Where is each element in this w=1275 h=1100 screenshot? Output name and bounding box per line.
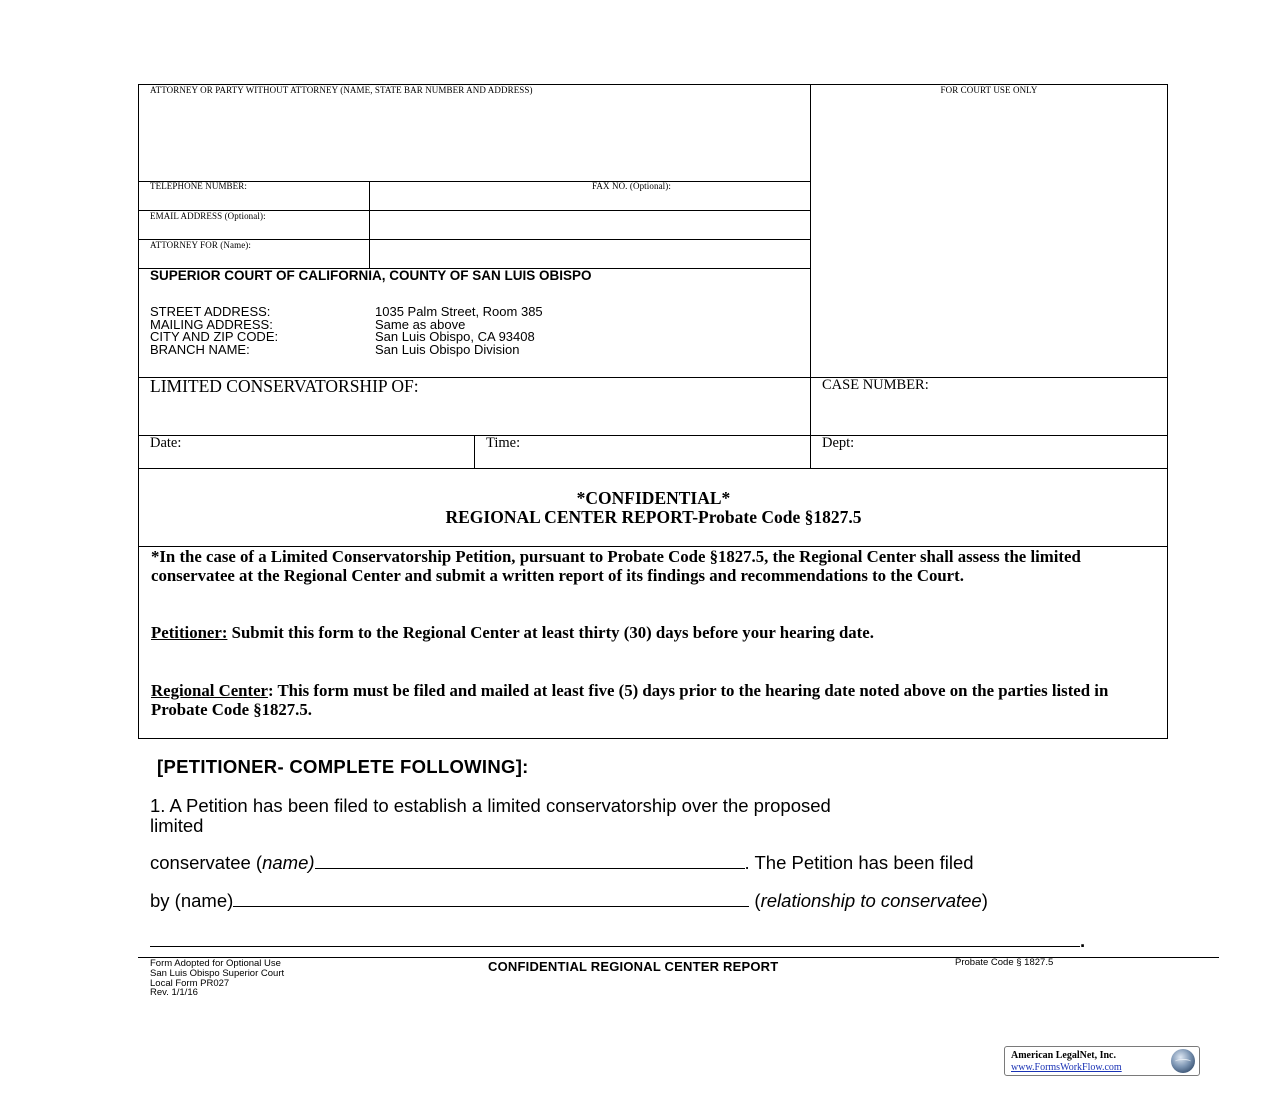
regional-center-paragraph (151, 681, 1156, 720)
relationship-close: ) (981, 890, 988, 911)
relationship-hint: relationship to conservatee (760, 890, 982, 911)
conservatee-name-field[interactable] (315, 852, 745, 869)
end-mark: . (1080, 930, 1086, 951)
fax-label: FAX NO. (Optional): (592, 181, 671, 191)
footer-title: CONFIDENTIAL REGIONAL CENTER REPORT (488, 959, 779, 974)
relationship-line (150, 930, 1085, 952)
petitioner-heading: [PETITIONER- COMPLETE FOLLOWING]: (157, 756, 529, 777)
email-label: EMAIL ADDRESS (Optional): (150, 211, 266, 221)
footer-adopted: Form Adopted for Optional Use (150, 958, 281, 969)
city-zip-label: CITY AND ZIP CODE: (150, 329, 279, 345)
branch-name-value: San Luis Obispo Division (375, 341, 520, 357)
petitioner-label: Petitioner: (151, 623, 228, 642)
item1-line2: limited (150, 815, 204, 836)
conservatee-line (150, 852, 974, 874)
date-time-divider (474, 435, 475, 469)
globe-icon (1171, 1049, 1195, 1073)
label-column-divider (369, 181, 370, 268)
caption-right-divider (810, 84, 811, 469)
logo-url-link[interactable]: www.FormsWorkFlow.com (1011, 1062, 1122, 1073)
dept-label: Dept: (822, 435, 855, 451)
case-number-label: CASE NUMBER: (822, 377, 929, 393)
by-name-prefix: by (name) (150, 890, 234, 911)
petitioner-paragraph (151, 623, 1156, 642)
logo-company-name: American LegalNet, Inc. (1011, 1050, 1116, 1061)
filed-by-line (150, 890, 988, 912)
footer-rule (138, 957, 1219, 958)
report-title: REGIONAL CENTER REPORT-Probate Code §1827.5 (445, 507, 862, 527)
court-name: SUPERIOR COURT OF CALIFORNIA, COUNTY OF SAN LUIS OBISPO (150, 268, 592, 283)
conservatee-name-hint: name) (262, 852, 315, 873)
item1-line1: 1. A Petition has been filed to establish a limited conservatorship over the proposed (150, 795, 831, 816)
row-divider-date (138, 435, 1168, 436)
time-label: Time: (486, 435, 521, 451)
telephone-label: TELEPHONE NUMBER: (150, 181, 247, 191)
mailing-address-value: Same as above (375, 316, 466, 332)
street-address-label: STREET ADDRESS: (150, 304, 271, 319)
mailing-address-label: MAILING ADDRESS: (150, 316, 273, 332)
regional-center-text: : This form must be filed and mailed at least five (5) days prior to the hearing date noted above on the parties listed in Probate Code §1827.5. (151, 681, 1109, 720)
footer-statute: Probate Code § 1827.5 (955, 957, 1054, 968)
street-address-value: 1035 Palm Street, Room 385 (375, 304, 543, 319)
petition-filed-text: . The Petition has been filed (744, 852, 974, 873)
footer-form-number: Local Form PR027 (150, 977, 230, 989)
american-legalnet-logo[interactable] (1004, 1046, 1200, 1076)
address-labels (150, 306, 278, 356)
confidential-title: *CONFIDENTIAL* (576, 488, 731, 508)
relationship-open: ( (749, 890, 761, 911)
city-zip-value: San Luis Obispo, CA 93408 (375, 329, 535, 345)
footer-left (150, 959, 284, 998)
petitioner-text: Submit this form to the Regional Center at least thirty (30) days before your hearing date. (227, 623, 874, 642)
date-label: Date: (150, 435, 182, 451)
petitioner-name-field[interactable] (233, 890, 749, 907)
address-values (375, 306, 543, 356)
footer-court: San Luis Obispo Superior Court (150, 967, 285, 979)
attorney-label: ATTORNEY OR PARTY WITHOUT ATTORNEY (NAME, STATE BAR NUMBER AND ADDRESS) (150, 85, 533, 95)
footer-revision: Rev. 1/1/16 (150, 987, 198, 999)
case-title: LIMITED CONSERVATORSHIP OF: (150, 376, 419, 396)
court-use-label: FOR COURT USE ONLY (940, 85, 1038, 95)
attorney-for-label: ATTORNEY FOR (Name): (150, 240, 251, 250)
regional-center-label: Regional Center (151, 681, 268, 700)
relationship-field[interactable] (150, 930, 1080, 947)
conservatee-prefix: conservatee ( (150, 852, 263, 873)
intro-paragraph: *In the case of a Limited Conservatorship Petition, pursuant to Probate Code §1827.5, the Regional Center shall assess the limited conservatee at the Regional Center and submit a written report of its findings and recommendations to the Court. (151, 547, 1081, 586)
branch-name-label: BRANCH NAME: (150, 341, 250, 357)
